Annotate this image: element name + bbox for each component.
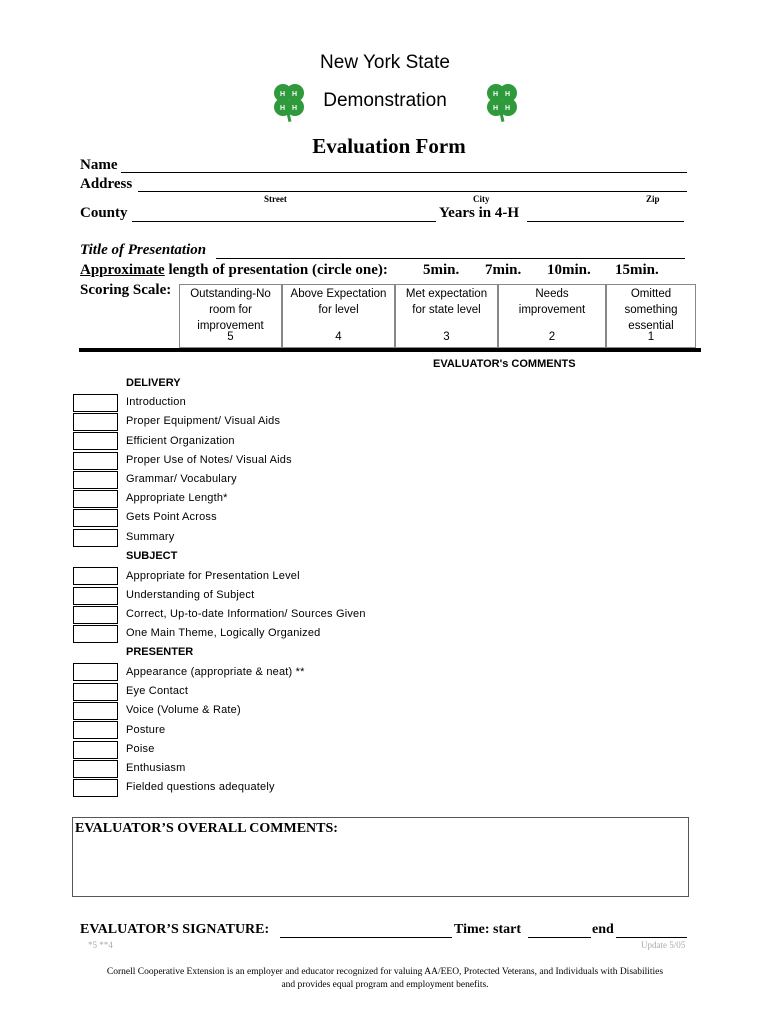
header-line1: New York State	[320, 52, 450, 73]
footnote-left: *5 **4	[88, 940, 113, 950]
scale-cell-number: 5	[227, 331, 234, 343]
item-gets-point-across: Gets Point Across	[126, 511, 217, 523]
time-end-label: end	[592, 922, 614, 937]
score-box[interactable]	[73, 471, 118, 489]
signature-label: EVALUATOR’S SIGNATURE:	[80, 922, 270, 937]
comments-header: EVALUATOR's COMMENTS	[433, 358, 576, 370]
score-box[interactable]	[73, 567, 118, 585]
section-delivery: DELIVERY	[126, 377, 181, 389]
score-box[interactable]	[73, 490, 118, 508]
section-subject: SUBJECT	[126, 550, 178, 562]
svg-text:H: H	[505, 105, 511, 112]
scale-cell-number: 4	[335, 331, 342, 343]
scale-cell-number: 2	[548, 331, 556, 343]
score-box[interactable]	[73, 587, 118, 605]
score-box[interactable]	[73, 394, 118, 412]
address-label: Address	[80, 176, 133, 192]
overall-comments-box[interactable]	[72, 817, 689, 897]
length-prompt	[80, 262, 388, 279]
county-field[interactable]	[132, 206, 436, 222]
item-appearance: Appearance (appropriate & neat) **	[126, 666, 305, 678]
item-proper-use-notes: Proper Use of Notes/ Visual Aids	[126, 454, 292, 466]
years-field[interactable]	[527, 206, 684, 222]
item-proper-equipment: Proper Equipment/ Visual Aids	[126, 415, 281, 427]
score-box[interactable]	[73, 663, 118, 681]
title-of-presentation-field[interactable]	[216, 243, 685, 259]
item-enthusiasm: Enthusiasm	[126, 762, 186, 774]
4h-clover-icon	[267, 79, 311, 123]
scale-cell-label: Outstanding-No room for improvement	[190, 288, 271, 332]
svg-text:H: H	[493, 91, 499, 98]
time-end-field[interactable]	[616, 922, 687, 938]
years-label: Years in 4-H	[439, 205, 519, 221]
item-introduction: Introduction	[126, 396, 186, 408]
item-fielded-questions: Fielded questions adequately	[126, 781, 275, 793]
svg-text:H: H	[292, 91, 298, 98]
county-label: County	[80, 205, 128, 221]
scale-cell-1	[606, 284, 696, 348]
score-box[interactable]	[73, 760, 118, 778]
form-title: Evaluation Form	[312, 134, 466, 158]
city-label: City	[473, 194, 490, 204]
item-voice: Voice (Volume & Rate)	[126, 704, 241, 716]
svg-text:H: H	[505, 91, 511, 98]
scale-cell-label: Omitted something essential	[624, 288, 678, 332]
scale-cell-label: Met expectation for state level	[405, 288, 488, 316]
item-summary: Summary	[126, 531, 175, 543]
4h-clover-icon	[480, 79, 524, 123]
item-correct-info: Correct, Up-to-date Information/ Sources Given	[126, 608, 366, 620]
approximate-word: Approximate	[80, 262, 165, 278]
score-box[interactable]	[73, 779, 118, 797]
item-poise: Poise	[126, 743, 155, 755]
item-posture: Posture	[126, 724, 166, 736]
score-box[interactable]	[73, 413, 118, 431]
header-line2: Demonstration	[323, 90, 447, 111]
footnote-right: Update 5/05	[641, 940, 686, 950]
footer-line2: and provides equal program and employment benefits.	[281, 980, 489, 990]
item-grammar: Grammar/ Vocabulary	[126, 473, 237, 485]
score-box[interactable]	[73, 721, 118, 739]
zip-label: Zip	[646, 194, 660, 204]
title-of-presentation-label: Title of Presentation	[80, 242, 207, 258]
signature-field[interactable]	[280, 922, 452, 938]
scale-cell-number: 1	[647, 331, 655, 343]
scale-cell-number: 3	[443, 331, 450, 343]
time-option-15[interactable]: 15min.	[615, 262, 659, 278]
time-option-7[interactable]: 7min.	[485, 262, 522, 278]
item-appropriate-length: Appropriate Length*	[126, 492, 228, 504]
length-prompt-rest: length of presentation (circle one):	[164, 262, 388, 278]
item-understanding: Understanding of Subject	[126, 589, 255, 601]
scale-cell-2	[498, 284, 606, 348]
time-start-field[interactable]	[528, 922, 591, 938]
time-start-label: Time: start	[454, 922, 521, 937]
svg-text:H: H	[292, 105, 298, 112]
section-presenter: PRESENTER	[126, 646, 194, 658]
item-appropriate-level: Appropriate for Presentation Level	[126, 570, 300, 582]
time-option-5[interactable]: 5min.	[423, 262, 460, 278]
score-box[interactable]	[73, 432, 118, 450]
score-box[interactable]	[73, 741, 118, 759]
score-box[interactable]	[73, 702, 118, 720]
scale-cell-5	[179, 284, 282, 348]
score-box[interactable]	[73, 529, 118, 547]
score-box[interactable]	[73, 683, 118, 701]
svg-text:H: H	[493, 105, 499, 112]
scale-cell-3	[395, 284, 498, 348]
score-box[interactable]	[73, 452, 118, 470]
street-label: Street	[264, 194, 287, 204]
item-eye-contact: Eye Contact	[126, 685, 189, 697]
scale-cell-label: Above Expectation for level	[290, 288, 387, 316]
svg-text:H: H	[280, 91, 286, 98]
score-box[interactable]	[73, 625, 118, 643]
item-efficient-organization: Efficient Organization	[126, 435, 235, 447]
address-field[interactable]	[138, 176, 687, 192]
overall-comments-label: EVALUATOR’S OVERALL COMMENTS:	[75, 821, 338, 836]
score-box[interactable]	[73, 509, 118, 527]
score-box[interactable]	[73, 606, 118, 624]
scoring-scale-label: Scoring Scale:	[80, 282, 172, 298]
scale-divider	[79, 348, 701, 352]
scale-cell-label: Needs improvement	[518, 288, 586, 316]
name-field[interactable]	[121, 157, 687, 173]
scale-cell-4	[282, 284, 395, 348]
item-main-theme: One Main Theme, Logically Organized	[126, 627, 321, 639]
svg-text:H: H	[280, 105, 286, 112]
footer-line1: Cornell Cooperative Extension is an employer and educator recognized for valuing AA/EEO, Protected Veterans, and Individuals with Disabilities	[106, 967, 664, 977]
name-label: Name	[80, 157, 118, 173]
time-option-10[interactable]: 10min.	[547, 262, 591, 278]
